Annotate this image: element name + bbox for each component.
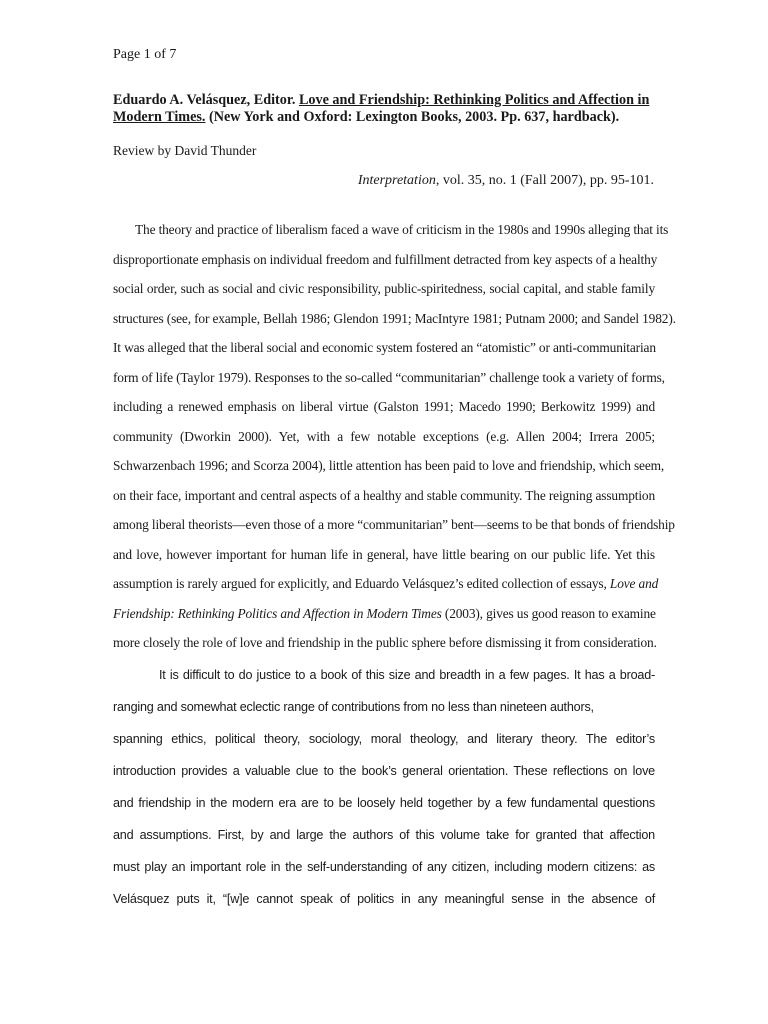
reviewer-line: Review by David Thunder <box>113 143 257 158</box>
book-citation <box>113 92 653 126</box>
paragraph-1-line: on their face, important and central aspects of a healthy and stable community. The reigning assumption <box>113 487 655 503</box>
citation-publisher: (New York and Oxford: Lexington Books, 2003. Pp. 637, hardback). <box>205 109 620 125</box>
paragraph-1-line: and love, however important for human life in general, have little bearing on our public life. Yet this <box>113 546 655 562</box>
paragraph-2-line: spanning ethics, political theory, sociology, moral theology, and literary theory. The editor’s <box>113 731 655 746</box>
paragraph-1-line: more closely the role of love and friendship in the public sphere before dismissing it from consideration. <box>113 635 657 650</box>
paragraph-1-line: form of life (Taylor 1979). Responses to the so-called “communitarian” challenge took a variety of forms, <box>113 369 665 385</box>
review-body <box>113 220 676 921</box>
paragraph-1-line: Schwarzenbach 1996; and Scorza 2004), little attention has been paid to love and friendship, which seem, <box>113 458 665 473</box>
paragraph-1-line <box>113 574 659 604</box>
citation-editor: Eduardo A. Velásquez, Editor. <box>113 92 299 108</box>
paragraph-2-line: introduction provides a valuable clue to the book’s general orientation. These reflections on love <box>113 763 655 778</box>
paragraph-1-line: disproportionate emphasis on individual freedom and fulfillment detracted from key aspects of a healthy <box>113 251 658 267</box>
journal-reference <box>358 173 654 189</box>
paragraph-1-line: among liberal theorists—even those of a more “communitarian” bent—seems to be that bonds of friendship <box>113 517 675 532</box>
citation-book-title: Love and Friendship: Rethinking Politics and Affection in Modern Times. <box>113 92 650 125</box>
paragraph-2-line: Velásquez puts it, “[w]e cannot speak of politics in any meaningful sense in the absence of <box>113 892 655 907</box>
paragraph-2-line: and assumptions. First, by and large the authors of this volume take for granted that affection <box>113 827 655 842</box>
line-text: (2003), gives us good reason to examine <box>441 605 656 621</box>
line-text: assumption is rarely argued for explicitly, and Eduardo Velásquez’s edited collection of essays, <box>113 576 610 591</box>
paragraph-1-line: It was alleged that the liberal social and economic system fostered an “atomistic” or anti-communitarian <box>113 340 656 355</box>
paragraph-1-line: community (Dworkin 2000). Yet, with a few notable exceptions (e.g. Allen 2004; Irrera 2005; <box>113 428 655 444</box>
book-title-italic: Love and <box>609 576 659 591</box>
paragraph-2-line: and friendship in the modern era are to be loosely held together by a few fundamental questions <box>113 795 655 810</box>
paragraph-2-line: must play an important role in the self-understanding of any citizen, including modern citizens: as <box>113 860 655 875</box>
paragraph-1-line: The theory and practice of liberalism faced a wave of criticism in the 1980s and 1990s alleging that its <box>135 222 669 237</box>
paragraph-1-line <box>113 604 655 634</box>
paragraph-2-line: ranging and somewhat eclectic range of contributions from no less than nineteen authors, <box>113 699 594 714</box>
paragraph-2-line: It is difficult to do justice to a book of this size and breadth in a few pages. It has a broad- <box>159 667 655 682</box>
journal-name: Interpretation <box>357 173 436 188</box>
paragraph-1-line: including a renewed emphasis on liberal virtue (Galston 1991; Macedo 1990; Berkowitz 1999) and <box>113 399 655 414</box>
book-title-italic: Friendship: Rethinking Politics and Affection in Modern Times <box>113 605 442 621</box>
paragraph-1-line: social order, such as social and civic responsibility, public-spiritedness, social capital, and stable family <box>113 281 655 296</box>
journal-details: , vol. 35, no. 1 (Fall 2007), pp. 95-101. <box>435 173 654 188</box>
page-number: Page 1 of 7 <box>113 47 177 62</box>
paragraph-1-line: structures (see, for example, Bellah 1986; Glendon 1991; MacIntyre 1981; Putnam 2000; and Sandel 1982). <box>113 310 676 326</box>
